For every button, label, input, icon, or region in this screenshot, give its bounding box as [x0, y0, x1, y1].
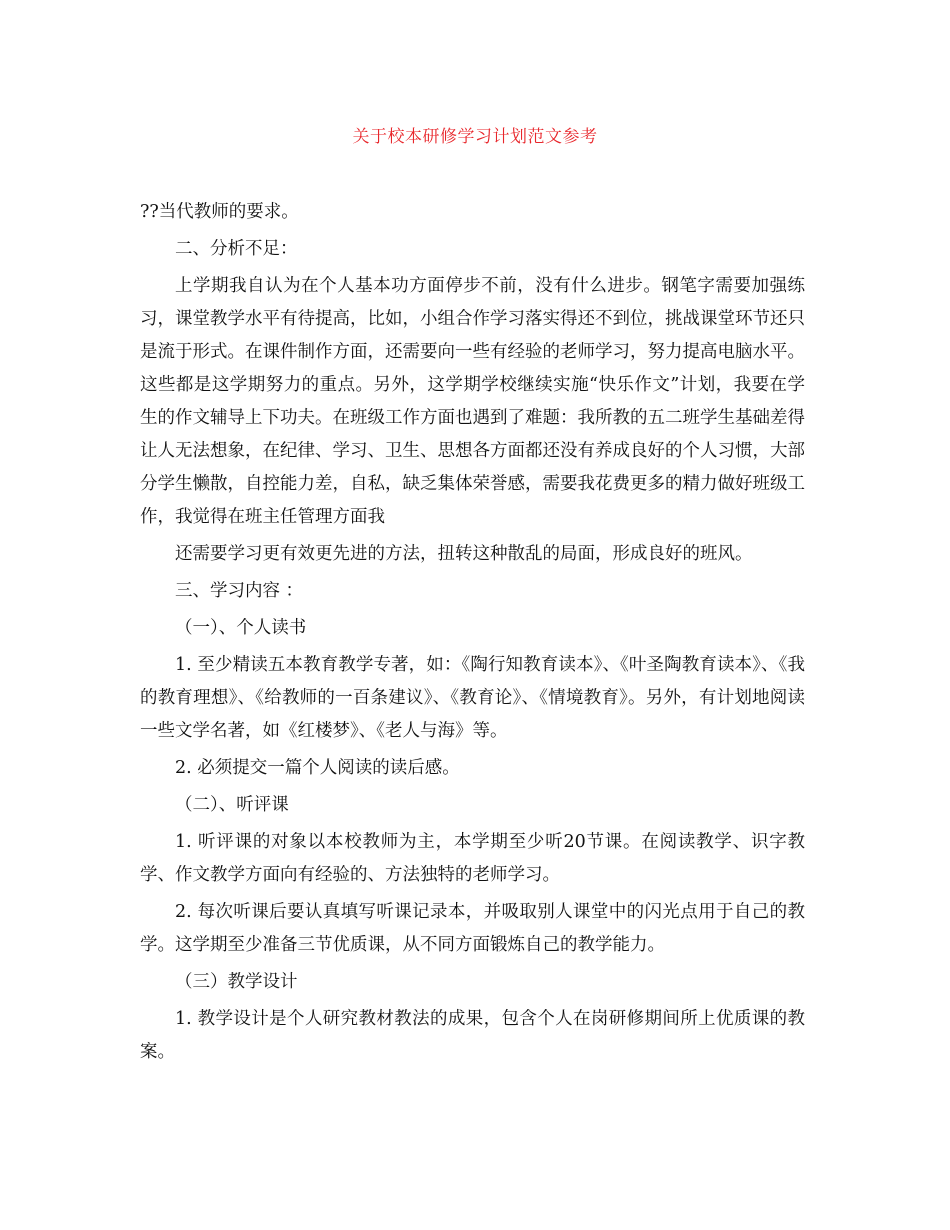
subheading-reading: （一）、个人读书 [175, 618, 307, 638]
section-heading-content: 三、学习内容 ： [175, 581, 304, 601]
subheading-teaching-design: （三）教学设计 [175, 972, 298, 992]
subheading-lesson-observation: （二）、听评课 [175, 795, 289, 815]
list-item-reading-1: 1. 至少精读五本教育教学专著，如：《陶行知教育读本》、《叶圣陶教育读本》、《我的教育理想》、《给教师的一百条建议》、《教育论》、《情境教育》。另外，有计划地阅读一些文学名著，如《红楼梦》、《老人与海》等。 [140, 655, 805, 741]
list-item-observation-1: 1. 听评课的对象以本校教师为主，本学期至少听20节课。在阅读教学、识字教学、作文教学方面向有经验的、方法独特的老师学习。 [140, 832, 805, 885]
list-item-observation-2: 2. 每次听课后要认真填写听课记录本，并吸取别人课堂中的闪光点用于自己的教学。这学期至少准备三节优质课，从不同方面锻炼自己的教学能力。 [140, 902, 805, 955]
list-item-reading-2: 2. 必须提交一篇个人阅读的读后感。 [175, 758, 460, 778]
document-title: 关于校本研修学习计划范文参考 [352, 127, 598, 147]
paragraph-analysis-continued: 还需要学习更有效更先进的方法，扭转这种散乱的局面，形成良好的班风。 [175, 544, 753, 564]
paragraph-continuation: ??当代教师的要求。 [140, 202, 299, 222]
list-item-design-1: 1. 教学设计是个人研究教材教法的成果，包含个人在岗研修期间所上优质课的教案。 [140, 1009, 805, 1062]
document-body [140, 196, 805, 1073]
section-heading-analysis: 二、分析不足： [175, 239, 298, 259]
paragraph-analysis: 上学期我自认为在个人基本功方面停步不前，没有什么进步。钢笔字需要加强练习，课堂教学水平有待提高，比如，小组合作学习落实得还不到位，挑战课堂环节还只是流于形式。在课件制作方面，还需要向一些有经验的老师学习，努力提高电脑水平。这些都是这学期努力的重点。另外，这学期学校继续实施“快乐作文”计划，我要在学生的作文辅导上下功夫。在班级工作方面也遇到了难题：我所教的五二班学生基础差得让人无法想象，在纪律、学习、卫生、思想各方面都还没有养成良好的个人习惯，大部分学生懒散，自控能力差，自私，缺乏集体荣誉感，需要我花费更多的精力做好班级工作，我觉得在班主任管理方面我 [140, 276, 805, 527]
